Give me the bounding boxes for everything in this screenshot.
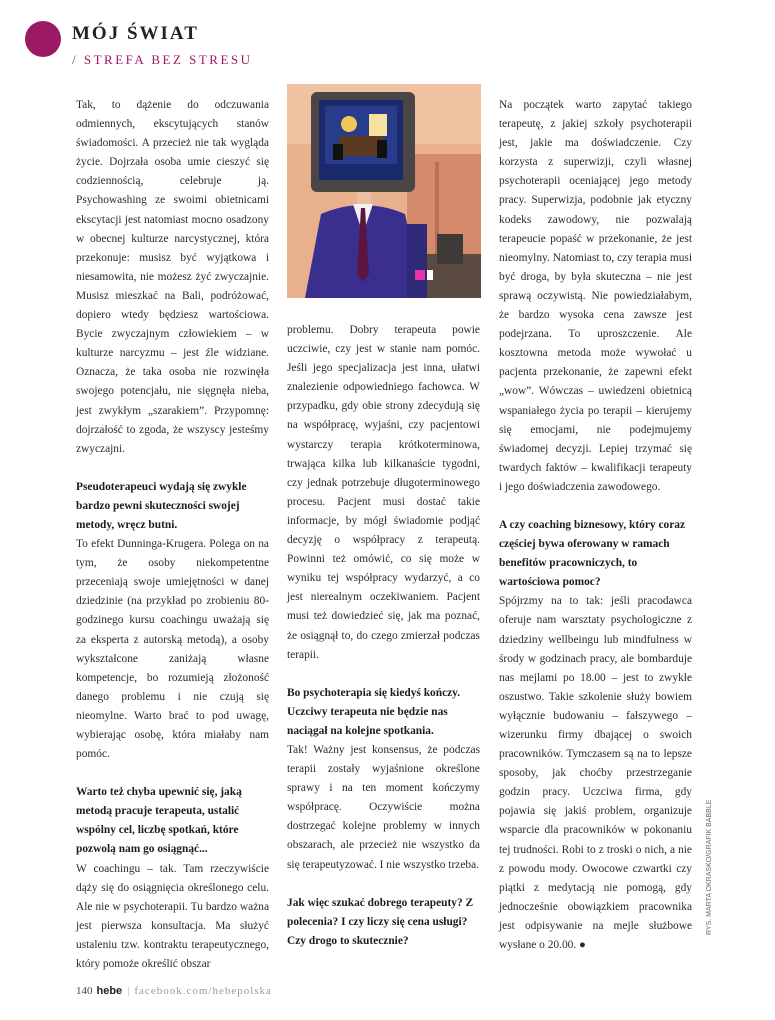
social-link[interactable]: facebook.com/hebepolska [134,985,272,997]
question-heading: Bo psychoterapia się kiedyś kończy. Uczciwy terapeuta nie będzie nas naciągał na kolejne spotkania. [287,686,461,737]
paragraph: To efekt Dunninga-Krugera. Polega on na tym, że osoby niekompetentne przeceniają swoje umiejętności w danej dziedzinie (na przykład po zrobieniu 80-godzinego kursu coachingu uważają się za eksperta z autorską metodą), a osoby wykształcone zaniżają własne kompetencje, bo rozumieją złożoność danego problemu i nie czują się nieomylne. Warto brać to pod uwagę, wybierając osobę, która miałaby nam pomóc. [76,538,269,761]
column-3 [499,96,692,955]
paragraph: W coachingu – tak. Tam rzeczywiście dąży się do osiągnięcia określonego celu. Ale nie w psychoterapii. Tu bardzo ważna jest pierwsza konsultacja. Ma służyć ustaleniu tzw. kontraktu terapeutycznego, który pomoże określić obszar [76,862,269,971]
question-heading: Jak więc szukać dobrego terapeuty? Z polecenia? I czy liczy się cena usługi? Czy drogo to skutecznie? [287,896,474,947]
section-subtitle: / STREFA BEZ STRESU [72,52,253,67]
page-footer [76,985,272,997]
section-title: MÓJ ŚWIAT [72,23,199,44]
question-heading: Warto też chyba upewnić się, jaką metodą pracuje terapeuta, ustalić wspólny cel, liczbę spotkań, które pozwolą nam go osiągnąć... [76,786,242,856]
paragraph: Na początek warto zapytać takiego terapeutę, z jakiej szkoły psychoterapii jest, jakie ma doświadczenie. Czy korzysta z superwizji, czyli własnej psychoterapii oceniającej jego metody pracy. Superwizja, podobnie jak etyczny kodeks zawodowy, nie pozwalają terapeucie popaść w przekonanie, że jest nieomylny. Natomiast to, czy terapia musi być droga, by była skuteczna – nie jest sprawą oczywistą. Nie powiedziałabym, że bardzo wysoka cena zawsze jest podejrzana. To uproszczenie. Ale kosztowna metoda może wywołać u pacjenta przekonanie, że zapewni efekt „wow”. Wówczas – uwiedzeni obietnicą wspaniałego życia po terapii – kierujemy się emocjami, nie podejmujemy świadomej decyzji. Lepiej trzymać się twardych faktów – kwalifikacji terapeuty i jego doświadczenia zawodowego. [499,99,692,493]
article-illustration [287,84,481,298]
question-heading: A czy coaching biznesowy, który coraz częściej bywa oferowany w ramach benefitów pracowniczych, to wartościowa pomoc? [499,518,686,589]
column-2 [287,321,480,951]
illustration-credit: RYS. MARTA OKRASKO/GRAFIK BABBLE [706,799,713,935]
column-1 [76,96,269,974]
brand-logo: hebe [96,985,123,997]
tv-head-man-illustration [287,84,481,298]
page-number: 140 [76,985,93,997]
paragraph: Tak, to dążenie do odczuwania odmiennych, ekscytujących stanów świadomości. A przecież nie tak wygląda życie. Dojrzała osoba umie cieszyć się codziennością, celebruje ją. Psychowashing ze swoimi obietnicami ekscytacji jest natomiast mocno osadzony w obecnej kulturze narcystycznej, która przekonuje: musisz być wyjątkowa i niesamowita, nie możesz żyć zwyczajnie. Musisz mieszkać na Bali, podróżować, dopiero wtedy będziesz wartościowa. Bycie zwyczajnym człowiekiem – w kulturze narcyzmu – jest źle widziane. Oznacza, że taka osoba nie rozwinęła swojego potencjału, nie sięgnęła nieba, jest zwykłym „szarakiem”. Przypomnę: dojrzałość to zgoda, że wszyscy jesteśmy zwyczajni. [76,99,269,455]
paragraph: Tak! Ważny jest konsensus, że podczas terapii zostały wyjaśnione określone sprawy i na ten moment kończymy współpracę. Oczywiście można dostrzegać kolejne problemy w innych obszarach, ale przecież nie wszystko da się terapeutyzować. I nie wszystko trzeba. [287,743,480,871]
paragraph: Spójrzmy na to tak: jeśli pracodawca oferuje nam warsztaty psychologiczne z dziedziny wellbeingu lub mindfulness w środy w godzinach pracy, ale bombarduje nas mejlami po 18.00 – jest to zwykłe oszustwo. Takie szkolenie służy bowiem wyłącznie budowaniu – fałszywego – wizerunku firmy dbającej o swoich pracowników. Tymczasem są na to lepsze sposoby, jak choćby przestrzeganie godzin pracy. Uczciwa firma, gdy pojawia się jakiś problem, organizuje wsparcie dla pracowników w pokonaniu tej trudności. Robi to z troski o nich, a nie z powodu mody. Owocowe czwartki czy piątki z medytacją nie pomogą, gdy jednocześnie obowiązkiem pracownika jest odpisywanie na mejle służbowe wysłane o 20.00. ● [499,595,692,952]
footer-separator: | [127,985,130,997]
section-dot [25,21,61,57]
question-heading: Pseudoterapeuci wydają się zwykle bardzo pewni skuteczności swojej metody, wręcz butni. [76,480,247,531]
paragraph: problemu. Dobry terapeuta powie uczciwie, czy jest w stanie nam pomóc. Jeśli jego specjalizacja jest inna, ułatwi znalezienie odpowiedniego fachowca. W przypadku, gdy obie strony zdecydują się na współpracę, wyjaśni, czy pacjentowi wystarczy terapia krótkoterminowa, trwająca kilka lub kilkanaście tygodni, czy jednak potrzebuje długoterminowego procesu. Pacjent musi dostać takie informacje, by mógł świadomie podjąć decyzję o współpracy z terapeutą. Powinni też omówić, co się może w wyniku tej współpracy wydarzyć, a co jest nierealnym oczekiwaniem. Pacjent musi też dowiedzieć się, jak ma poznać, że osiągnął to, do czego zmierzał podczas terapii. [287,324,480,661]
